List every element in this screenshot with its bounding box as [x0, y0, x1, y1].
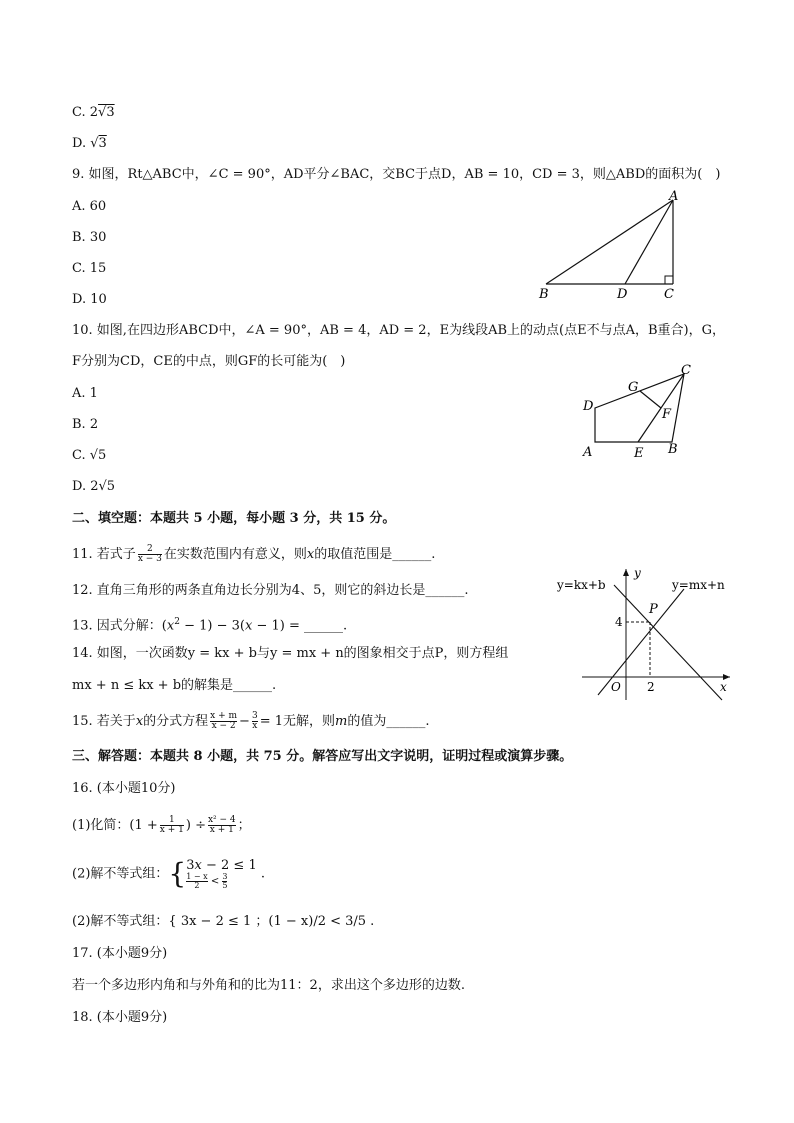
question-17: (2)解不等式组：{ 3x − 2 ≤ 1 ；(1 − x)/2 < 3/5 . [72, 914, 375, 929]
figure-q14 [552, 565, 742, 705]
option-c-q8: C. 2√3 [72, 105, 115, 120]
svg-text:B: B [668, 442, 678, 457]
figure-q9 [530, 188, 690, 303]
section-3-heading: 三、解答题：本题共 8 小题，共 75 分。解答应写出文字说明，证明过程或演算步骤。 [72, 749, 573, 764]
svg-text:4: 4 [615, 615, 623, 629]
svg-text:y=kx+b: y=kx+b [557, 578, 606, 592]
option-d-q8: D. √3 [72, 136, 107, 151]
question-18-body: 18. (本小题9分) [72, 1010, 168, 1025]
question-14-line2: mx + n ≤ kx + b的解集是______. [72, 678, 277, 693]
label-b: B [539, 287, 549, 302]
svg-text:2: 2 [647, 680, 655, 694]
q10-option-b: B. 2 [72, 417, 99, 432]
q9-option-c: C. 15 [72, 261, 107, 276]
svg-text:C: C [681, 363, 691, 378]
question-16-part1: (1)化简：(1 + $\frac{1}{x + 1}$ ) ÷ $\frac{\text{x² − 4}}{x + 1}$ ； [72, 815, 251, 835]
question-15: 15. 若关于x的分式方程 $\frac{x + m}{x - 2}$ − $\frac{3}{x}$ = 1无解，则m的值为______. [72, 711, 430, 731]
svg-text:y: y [634, 566, 641, 580]
svg-text:D: D [583, 399, 594, 414]
question-9: 9. 如图，Rt△ABC中，∠C = 90°，AD平分∠BAC，交BC于点D，AB = 10，CD = 3，则△ABD的面积为( ) [72, 167, 721, 182]
question-10-line1: 10. 如图,在四边形ABCD中，∠A = 90°，AB = 4，AD = 2，E为线段AB上的动点(点E不与点A，B重合)，G， [72, 323, 725, 338]
q9-option-a: A. 60 [72, 199, 107, 214]
q10-option-d: D. 2√5 [72, 479, 116, 494]
svg-text:y=mx+n: y=mx+n [672, 578, 725, 592]
q10-option-a: A. 1 [72, 386, 98, 401]
q10-option-c: C. √5 [72, 448, 107, 463]
question-16: 16. (本小题10分) [72, 781, 176, 796]
svg-text:F: F [662, 407, 672, 422]
section-2-heading: 二、填空题：本题共 5 小题，每小题 3 分，共 15 分。 [72, 511, 396, 526]
svg-text:E: E [634, 446, 644, 461]
question-10-line2: F分别为CD，CE的中点，则GF的长可能为( ) [72, 354, 346, 369]
svg-text:G: G [628, 380, 639, 395]
label-d: D [617, 287, 628, 302]
question-16-part2: (2)解不等式组：{ 3x − 2 ≤ 1 $\frac{1 - x}{2}$ < $\frac{3}{5}$ . [72, 857, 265, 890]
svg-text:A: A [583, 445, 593, 460]
question-18: 若一个多边形内角和与外角和的比为11：2，求出这个多边形的边数. [72, 978, 465, 993]
question-12: 12. 直角三角形的两条直角边长分别为4、5，则它的斜边长是______. [72, 583, 469, 598]
question-11: 11. 若式子 $\frac{2}{x - 3}$ 在实数范围内有意义，则x的取值范围是______. [72, 544, 436, 564]
svg-text:P: P [649, 602, 658, 617]
question-14-line1: 14. 如图，一次函数y = kx + b与y = mx + n的图象相交于点P，则方程组 [72, 646, 509, 661]
label-c: C [664, 287, 674, 302]
q9-option-d: D. 10 [72, 292, 107, 307]
question-17-body: 17. (本小题9分) [72, 946, 168, 961]
question-13: 13. 因式分解：$(x^2 - 1) - 3(x - 1)$ = ______. [72, 617, 348, 634]
svg-text:x: x [720, 680, 727, 694]
q9-option-b: B. 30 [72, 230, 107, 245]
svg-text:O: O [611, 680, 621, 694]
figure-q10 [578, 360, 708, 465]
label-a: A [669, 189, 679, 204]
